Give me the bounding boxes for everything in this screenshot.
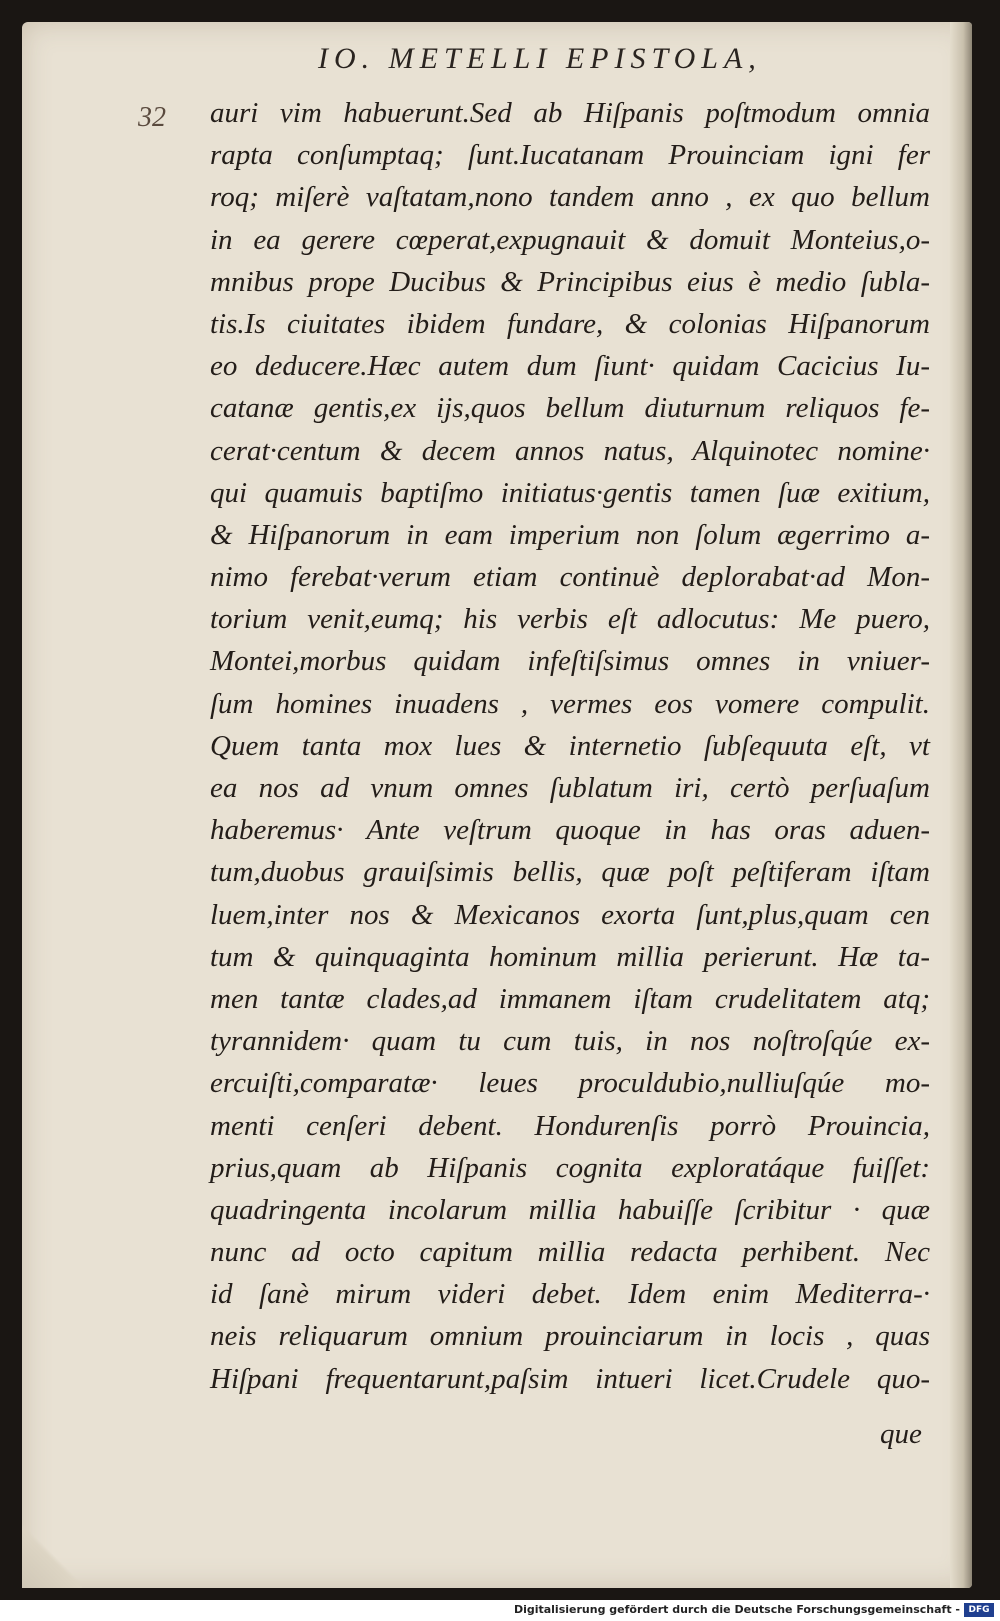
text-line: menti cenſeri debent. Hondurenſis porrò Prouincia, [210, 1109, 930, 1142]
footer-bar [0, 1600, 1000, 1621]
text-line: Quem tanta mox lues & internetio ſubſequuta eſt, vt [210, 729, 930, 762]
text-line: torium venit,eumq; his verbis eſt adlocutus: Me puero, [210, 603, 930, 636]
text-line: nimo ferebat·verum etiam continuè deplorabat·ad Mon- [210, 561, 930, 594]
text-line: ea nos ad vnum omnes ſublatum iri, certò perſuaſum [210, 772, 930, 804]
text-line: tis.Is ciuitates ibidem fundare, & colonias Hiſpanorum [210, 307, 930, 340]
text-line: prius,quam ab Hiſpanis cognita exploratáque fuiſſet: [210, 1151, 930, 1184]
text-line: nunc ad octo capitum millia redacta perhibent. Nec [210, 1236, 930, 1269]
text-line: neis reliquarum omnium prouinciarum in locis , quas [210, 1320, 930, 1353]
text-line: luem,inter nos & Mexicanos exorta ſunt,plus,quam cen [210, 898, 930, 931]
text-line: tyrannidem· quam tu cum tuis, in nos noſtroſqúe ex- [210, 1025, 930, 1058]
page-edge [950, 22, 972, 1588]
text-line: mnibus prope Ducibus & Principibus eius è medio ſubla- [210, 265, 930, 298]
text-line: id ſanè mirum videri debet. Idem enim Mediterra-· [210, 1278, 930, 1311]
text-line: haberemus· Ante veſtrum quoque in has oras aduen- [210, 814, 930, 847]
text-line: qui quamuis baptiſmo initiatus·gentis tamen ſuæ exitium, [210, 476, 930, 509]
text-line: ſum homines inuadens , vermes eos vomere compulit. [210, 687, 930, 720]
dfg-logo: DFG [964, 1603, 994, 1617]
running-title: IO. METELLI EPISTOLA, [318, 42, 762, 75]
text-line: Montei,morbus quidam infeſtiſsimus omnes in vniuer- [210, 645, 930, 678]
text-line: Hiſpani frequentarunt,paſsim intueri licet.Crudele quo- [210, 1362, 930, 1395]
digitization-credit: Digitalisierung gefördert durch die Deutsche Forschungsgemeinschaft - [513, 1603, 960, 1616]
text-line: rapta conſumptaq; ſunt.Iucatanam Prouinciam igni fer [210, 139, 930, 172]
text-line: tum & quinquaginta hominum millia perierunt. Hæ ta- [210, 940, 930, 973]
text-line: ercuiſti,comparatæ· leues proculdubio,nulliuſqúe mo- [210, 1067, 930, 1100]
text-line: in ea gerere cœperat,expugnauit & domuit Monteius,o- [210, 223, 930, 256]
text-line: tum,duobus grauiſsimis bellis, quæ poſt peſtiferam iſtam [210, 856, 930, 889]
text-line: eo deducere.Hæc autem dum ſiunt· quidam Cacicius Iu- [210, 350, 930, 383]
corner-fold [22, 1518, 82, 1588]
text-line: cerat·centum & decem annos natus, Alquinotec nomine· [210, 434, 930, 467]
text-line: roq; miſerè vaſtatam,nono tandem anno , ex quo bellum [210, 181, 930, 214]
catchword: que [880, 1418, 922, 1450]
text-line: auri vim habuerunt.Sed ab Hiſpanis poſtmodum omnia [210, 97, 930, 129]
page-number: 32 [138, 102, 166, 133]
text-line: men tantæ clades,ad immanem iſtam crudelitatem atq; [210, 982, 930, 1015]
text-line: quadringenta incolarum millia habuiſſe ſcribitur · quæ [210, 1193, 930, 1226]
text-line: catanæ gentis,ex ijs,quos bellum diuturnum reliquos fe- [210, 392, 930, 425]
body-text [210, 92, 930, 1400]
text-line: & Hiſpanorum in eam imperium non ſolum ægerrimo a- [210, 518, 930, 551]
